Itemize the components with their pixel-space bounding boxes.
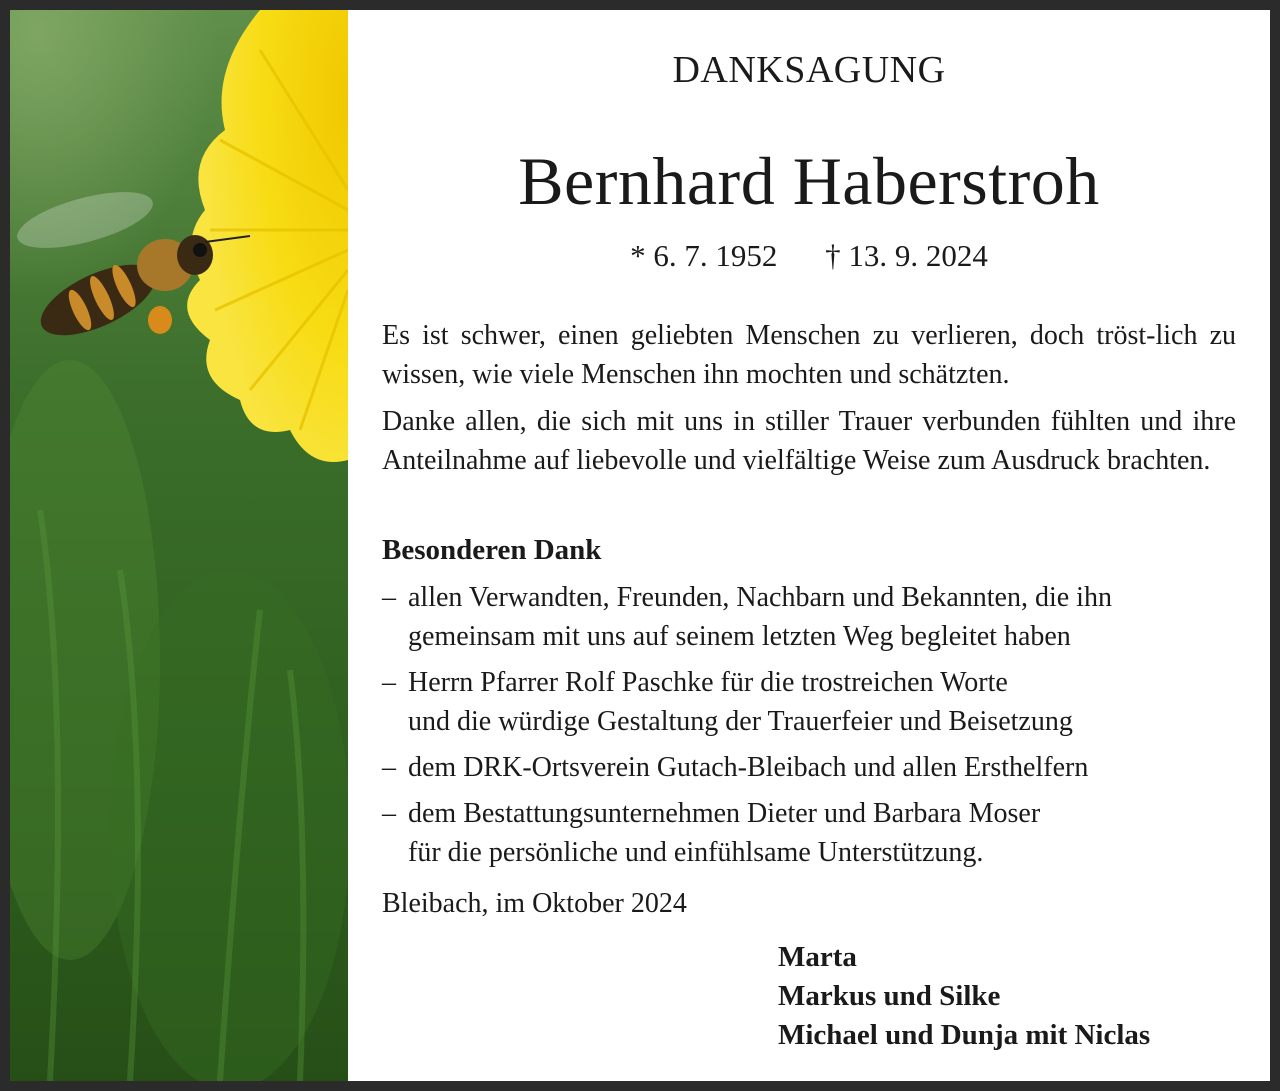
- list-item: [382, 663, 1252, 741]
- paragraph-text: Es ist schwer, einen geliebten Menschen zu verlieren, doch tröst-lich zu wissen, wie viele Menschen ihn mochten und schätzten.: [382, 320, 1236, 390]
- paragraph-text: Danke allen, die sich mit uns in stiller Trauer verbunden fühlten und ihre Anteilnahme auf liebevolle und vielfältige Weise zum Ausdruck brachten.: [382, 406, 1236, 476]
- list-item: [382, 578, 1252, 656]
- dash-marker: –: [382, 582, 396, 613]
- signer-name: Michael und Dunja mit Niclas: [778, 1019, 1151, 1051]
- place-date: Bleibach, im Oktober 2024: [382, 888, 687, 919]
- life-dates: [348, 238, 1270, 274]
- dash-marker: –: [382, 798, 396, 829]
- list-item-line: für die persönliche und einfühlsame Unterstützung.: [408, 837, 984, 868]
- list-item: [382, 794, 1252, 872]
- list-item-line: und die würdige Gestaltung der Trauerfeier und Beisetzung: [408, 706, 1073, 737]
- paragraph-2: [382, 402, 1236, 480]
- signer-name: Marta: [778, 941, 857, 973]
- death-date: † 13. 9. 2024: [825, 238, 988, 273]
- notice-heading: DANKSAGUNG: [672, 49, 946, 91]
- list-item-line: Herrn Pfarrer Rolf Paschke für die trostreichen Worte: [408, 667, 1008, 698]
- thanks-list: [382, 578, 1252, 879]
- paragraph-1: [382, 316, 1236, 394]
- deceased-name: Bernhard Haberstroh: [518, 143, 1100, 219]
- list-item-line: dem Bestattungsunternehmen Dieter und Barbara Moser: [408, 798, 1041, 829]
- dash-marker: –: [382, 667, 396, 698]
- list-item: [382, 748, 1252, 787]
- list-item-line: allen Verwandten, Freunden, Nachbarn und Bekannten, die ihn: [408, 582, 1112, 613]
- signers: [778, 938, 1150, 1055]
- special-thanks-heading: Besonderen Dank: [382, 534, 602, 566]
- list-item-line: gemeinsam mit uns auf seinem letzten Weg begleitet haben: [408, 621, 1071, 652]
- list-item-line: dem DRK-Ortsverein Gutach-Bleibach und allen Ersthelfern: [408, 752, 1089, 783]
- notice-content: [348, 10, 1270, 1081]
- dash-marker: –: [382, 752, 396, 783]
- signer-name: Markus und Silke: [778, 980, 1001, 1012]
- birth-date: * 6. 7. 1952: [630, 238, 778, 273]
- bee-on-dandelion-image: [10, 10, 348, 1081]
